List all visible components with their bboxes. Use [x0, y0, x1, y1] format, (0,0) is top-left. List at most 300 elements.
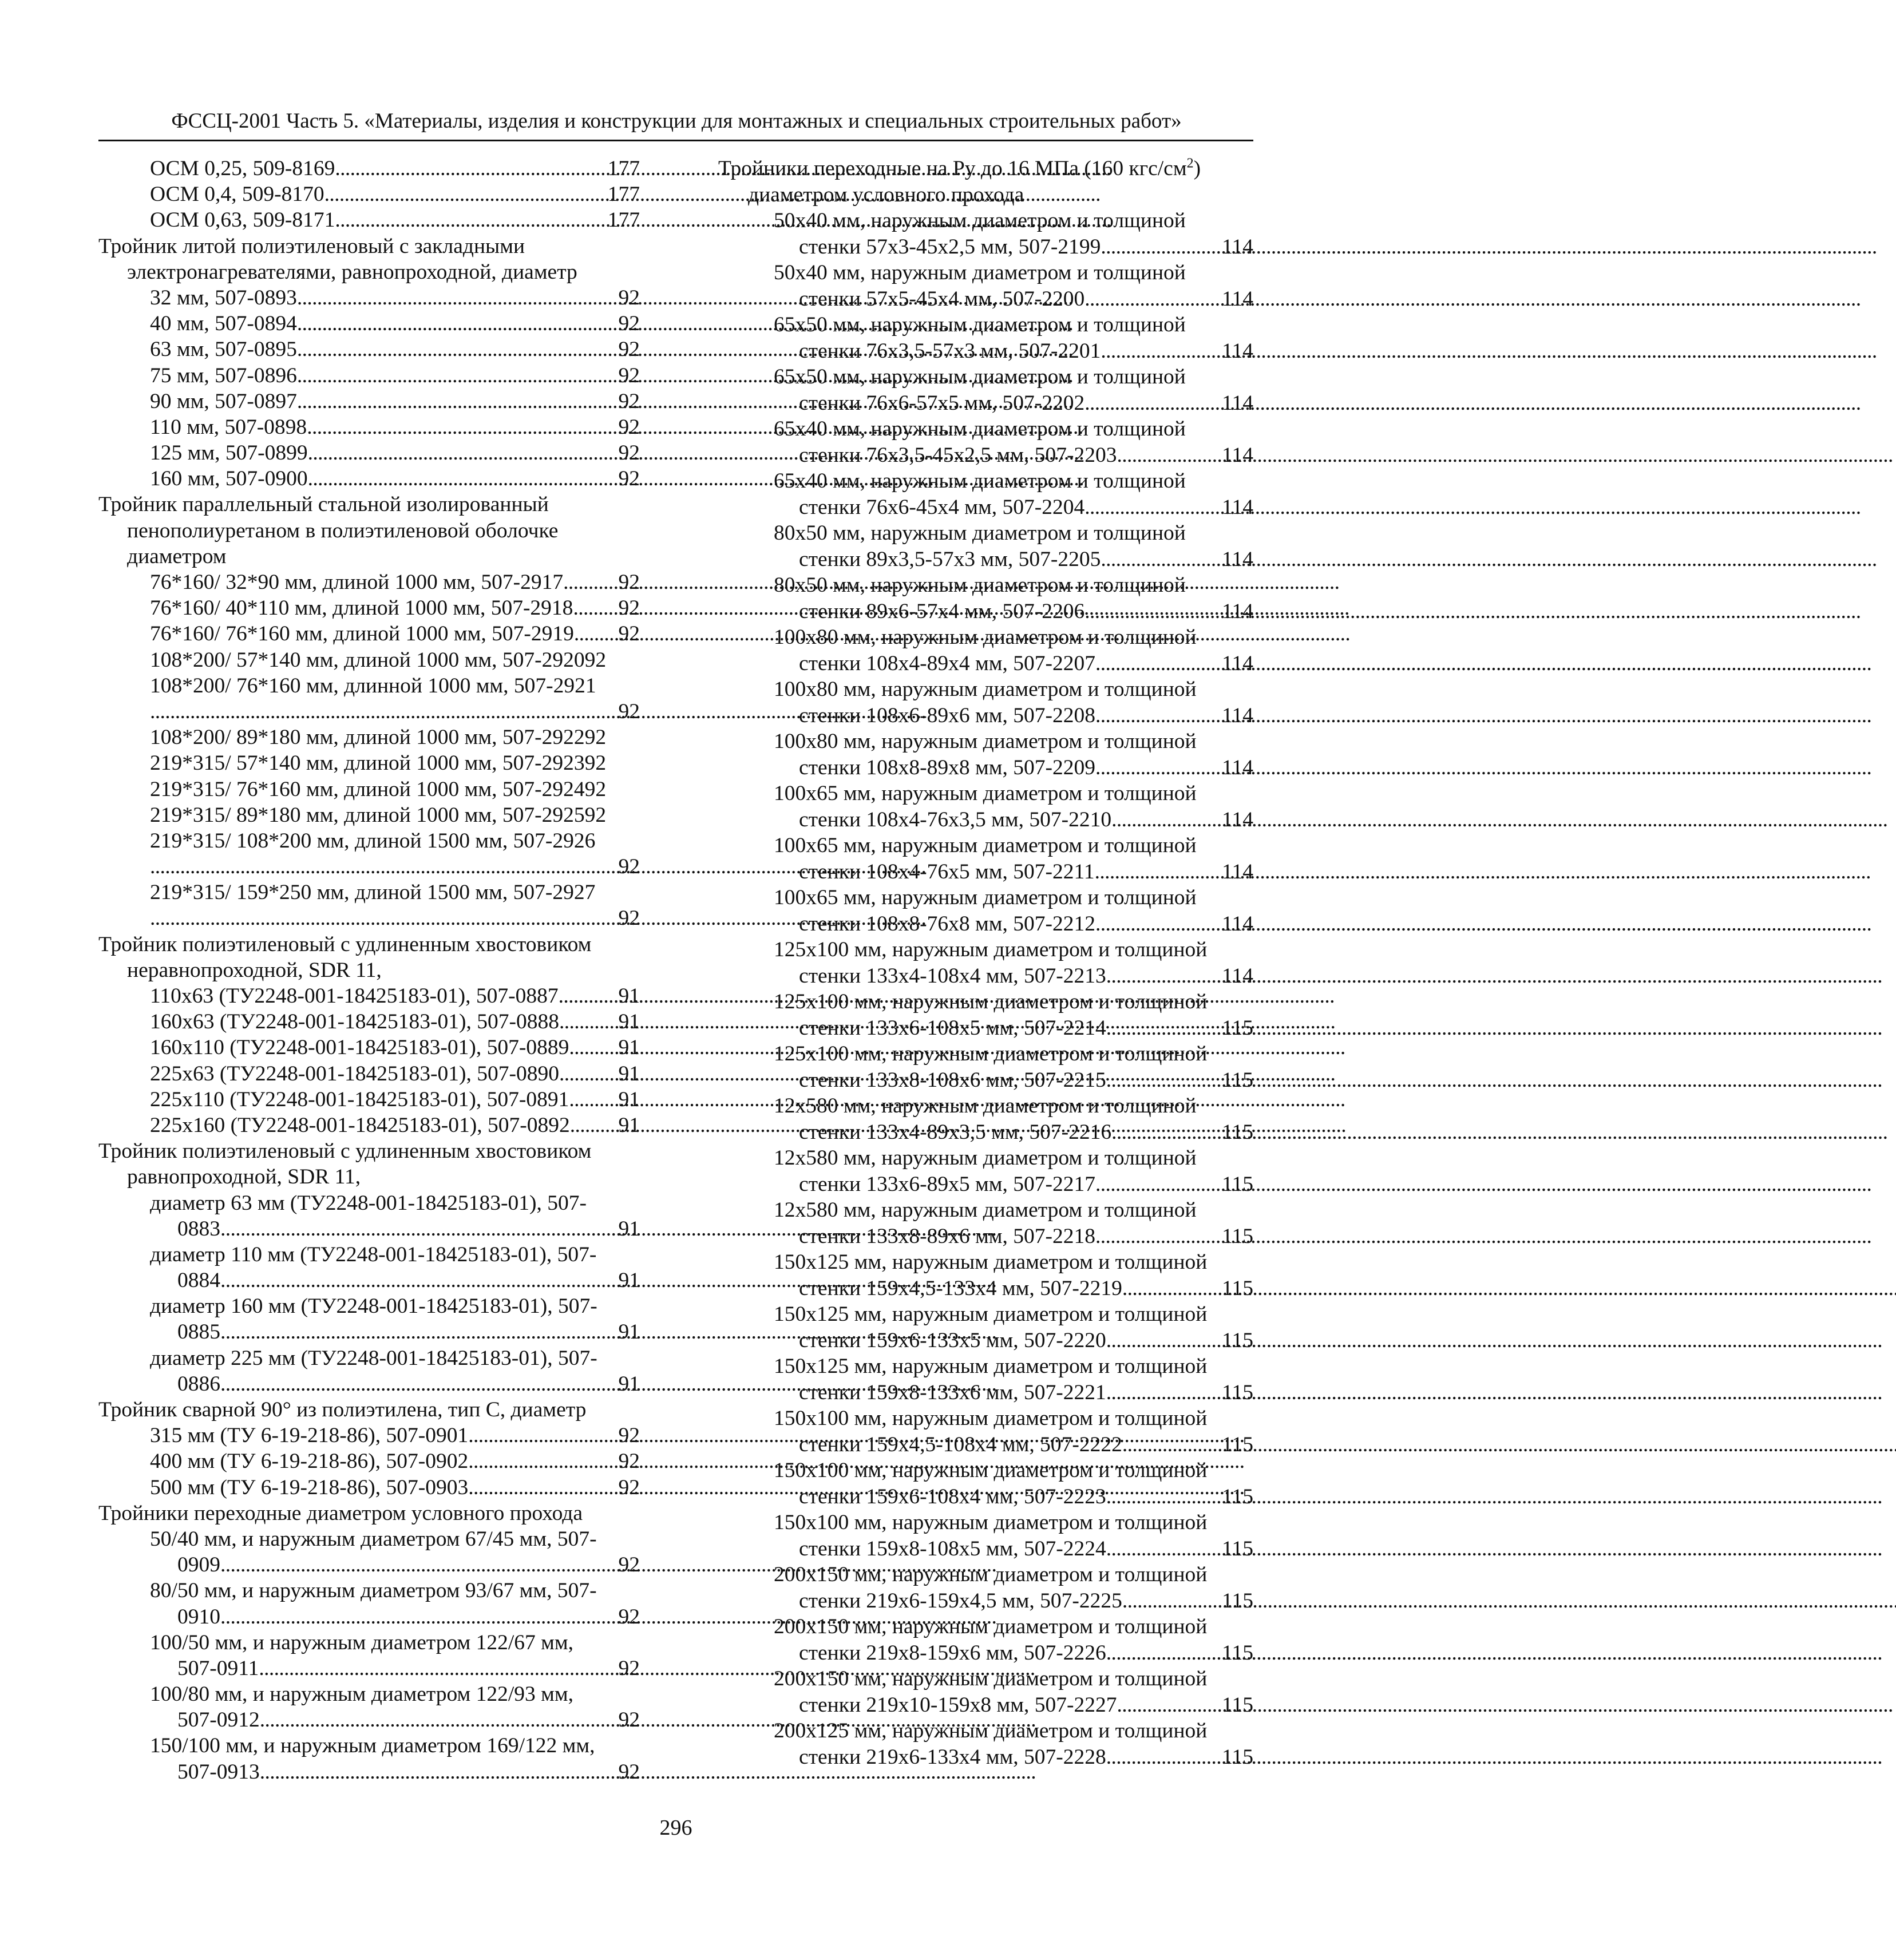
entry-text: стенки 108x4-76x5 мм, 507-2211 [799, 860, 1095, 884]
right-heading-superscript: 2 [1186, 156, 1194, 171]
entry-page-number: 92 [618, 1553, 640, 1577]
dot-leader [1095, 859, 1222, 885]
index-entry [98, 311, 640, 336]
entry-text: 63 мм, 507-0895 [150, 338, 297, 362]
entry-page-number: 92 [618, 1424, 640, 1448]
entry-page-number: 114 [1222, 860, 1253, 884]
entry-text: стенки 219x6-159x4,5 мм, 507-2225 [799, 1589, 1122, 1613]
index-entry: 219*315/ 89*180 мм, длиной 1000 мм, 507-292592 [150, 803, 607, 827]
entry-page-number: 92 [618, 467, 640, 491]
entry-page-number: 114 [1222, 339, 1253, 363]
entry-page-number: 115 [1222, 1016, 1253, 1040]
dot-leader [1106, 1380, 1222, 1406]
dot-leader [307, 414, 618, 440]
index-entry: диаметр 225 мм (ТУ2248-001-18425183-01), 507- [150, 1346, 597, 1370]
index-entry: 100/50 мм, и наружным диаметром 122/67 мм, [150, 1630, 573, 1654]
index-entry [98, 1707, 640, 1733]
entry-text: стенки 133x8-108x6 мм, 507-2215 [799, 1068, 1106, 1092]
index-entry: диаметр 160 мм (ТУ2248-001-18425183-01), 507- [150, 1294, 597, 1318]
dot-leader [260, 1707, 619, 1733]
dot-leader [150, 699, 619, 724]
dot-leader [1084, 390, 1222, 417]
dot-leader [559, 1009, 618, 1035]
tee-wall-line [718, 1276, 1253, 1302]
tee-wall-line [718, 1432, 1253, 1458]
dot-leader [1095, 755, 1222, 781]
tee-size-line: 100x80 мм, наружным диаметром и толщиной [774, 625, 1197, 649]
entry-text: стенки 76x6-57x5 мм, 507-2202 [799, 391, 1085, 415]
index-entry [98, 1268, 640, 1293]
index-entry [98, 156, 640, 181]
entry-text: 110 мм, 507-0898 [150, 415, 307, 439]
entry-page-number: 91 [618, 1087, 640, 1111]
entry-text: стенки 76x6-45x4 мм, 507-2204 [799, 495, 1085, 519]
dot-leader [569, 1087, 618, 1112]
index-entry: 100/80 мм, и наружным диаметром 122/93 мм, [150, 1682, 573, 1706]
tee-wall-line [718, 338, 1253, 365]
tee-size-line: 12x580 мм, наружным диаметром и толщиной [774, 1198, 1197, 1222]
entry-page-number: 92 [618, 441, 640, 465]
tee-wall-line [718, 1692, 1253, 1719]
dot-leader [297, 311, 619, 336]
index-entry [98, 1759, 640, 1785]
index-entry [98, 181, 640, 207]
entry-page-number: 92 [618, 699, 640, 723]
entry-text: 507-0912 [177, 1708, 260, 1732]
entry-page-number: 115 [1222, 1589, 1253, 1613]
entry-text: 225x110 (ТУ2248-001-18425183-01), 507-0891 [150, 1087, 569, 1111]
entry-page-number: 92 [618, 338, 640, 362]
index-entry [98, 905, 640, 931]
dot-leader [1106, 963, 1222, 989]
entry-page-number: 115 [1222, 1484, 1253, 1508]
tee-wall-line [718, 703, 1253, 729]
tee-size-line: 125x100 мм, наружным диаметром и толщиной [774, 1042, 1208, 1066]
index-entry [98, 1216, 640, 1242]
entry-page-number: 115 [1222, 1745, 1253, 1769]
entry-page-number: 115 [1222, 1276, 1253, 1300]
dot-leader [1111, 807, 1222, 833]
tee-size-line: 100x65 мм, наружным диаметром и толщиной [774, 834, 1197, 857]
entry-text: 160 мм, 507-0900 [150, 467, 308, 491]
entry-page-number: 177 [607, 208, 640, 232]
running-header: ФССЦ-2001 Часть 5. «Материалы, изделия и конструкции для монтажных и специальных строительных работ» [171, 109, 1182, 133]
tee-wall-line [718, 1328, 1253, 1354]
dot-leader [1122, 1432, 1222, 1458]
entry-text: 507-0911 [177, 1656, 259, 1680]
tee-size-line: 150x100 мм, наружным диаметром и толщиной [774, 1511, 1208, 1534]
index-entry: диаметром [127, 544, 227, 568]
tee-size-line: 200x150 мм, наружным диаметром и толщиной [774, 1615, 1208, 1638]
tee-wall-line [718, 1119, 1253, 1146]
tee-size-line: 200x150 мм, наружным диаметром и толщиной [774, 1667, 1208, 1690]
entry-page-number: 91 [618, 1320, 640, 1344]
entry-text: стенки 57x3-45x2,5 мм, 507-2199 [799, 235, 1101, 259]
dot-leader [559, 1061, 618, 1087]
entry-text: 76*160/ 32*90 мм, длиной 1000 мм, 507-2917 [150, 571, 564, 594]
dot-leader [574, 621, 619, 647]
entry-page-number: 114 [1222, 287, 1253, 311]
entry-text: 75 мм, 507-0896 [150, 363, 297, 387]
index-entry: 219*315/ 57*140 мм, длиной 1000 мм, 507-292392 [150, 751, 607, 775]
tee-wall-line [718, 1067, 1253, 1094]
dot-leader [569, 1035, 618, 1060]
entry-text: стенки 159x4,5-133x4 мм, 507-2219 [799, 1276, 1122, 1300]
tee-size-line: 125x100 мм, наружным диаметром и толщиной [774, 938, 1208, 961]
tee-size-line: 65x40 мм, наружным диаметром и толщиной [774, 417, 1186, 441]
entry-page-number: 91 [618, 1217, 640, 1241]
tee-wall-line [718, 390, 1253, 417]
dot-leader [1106, 1640, 1222, 1666]
entry-page-number: 92 [618, 415, 640, 439]
tee-size-line: 100x65 мм, наружным диаметром и толщиной [774, 782, 1197, 805]
entry-text: стенки 159x4,5-108x4 мм, 507-2222 [799, 1432, 1122, 1456]
entry-text: стенки 219x10-159x8 мм, 507-2227 [799, 1693, 1117, 1717]
entry-text: стенки 159x6-108x4 мм, 507-2223 [799, 1484, 1106, 1508]
entry-text: стенки 159x6-133x5 мм, 507-2220 [799, 1328, 1106, 1352]
entry-page-number: 92 [618, 1708, 640, 1732]
tee-wall-line [718, 911, 1253, 937]
entry-text: ОСМ 0,25, 509-8169 [150, 157, 335, 180]
entry-text: стенки 108x4-76x3,5 мм, 507-2210 [799, 807, 1112, 831]
dot-leader [1106, 1067, 1222, 1094]
tee-size-line: 200x125 мм, наружным диаметром и толщиной [774, 1719, 1208, 1743]
dot-leader [1106, 1015, 1222, 1042]
dot-leader [1084, 286, 1222, 312]
entry-page-number: 91 [618, 1010, 640, 1034]
dot-leader [297, 336, 619, 362]
tee-wall-line [718, 807, 1253, 833]
entry-text: стенки 76x3,5-57x3 мм, 507-2201 [799, 339, 1101, 363]
entry-text: 225x160 (ТУ2248-001-18425183-01), 507-0892 [150, 1113, 570, 1137]
entry-page-number: 115 [1222, 1224, 1253, 1248]
tee-wall-line [718, 547, 1253, 573]
index-entry [98, 466, 640, 492]
tee-wall-line [718, 494, 1253, 521]
tee-wall-line [718, 859, 1253, 885]
index-entry: 219*315/ 108*200 мм, длиной 1500 мм, 507-2926 [150, 829, 596, 853]
entry-text: 160x110 (ТУ2248-001-18425183-01), 507-0889 [150, 1036, 569, 1060]
entry-text: 76*160/ 76*160 мм, длиной 1000 мм, 507-2919 [150, 622, 574, 646]
tee-wall-line [718, 599, 1253, 625]
entry-text: 0885 [177, 1320, 220, 1344]
entry-text: 225x63 (ТУ2248-001-18425183-01), 507-0890 [150, 1062, 560, 1086]
entry-text: ОСМ 0,4, 509-8170 [150, 183, 324, 207]
dot-leader [1117, 442, 1222, 469]
entry-text: стенки 89x3,5-57x3 мм, 507-2205 [799, 547, 1101, 571]
index-entry [98, 569, 640, 595]
tee-size-line: 150x125 мм, наружным диаметром и толщиной [774, 1250, 1208, 1274]
index-entry: электронагревателями, равнопроходной, диаметр [127, 260, 577, 284]
dot-leader [1095, 911, 1222, 937]
entry-text: 507-0913 [177, 1760, 260, 1784]
entry-text: стенки 108x4-89x4 мм, 507-2207 [799, 651, 1095, 675]
entry-page-number: 92 [618, 1450, 640, 1474]
index-entry: равнопроходной, SDR 11, [127, 1165, 361, 1189]
index-column-left [98, 156, 640, 1785]
entry-page-number: 114 [1222, 495, 1253, 519]
dot-leader [468, 1475, 618, 1500]
entry-page-number: 115 [1222, 1641, 1253, 1665]
entry-page-number: 92 [618, 1605, 640, 1629]
index-entry: 219*315/ 159*250 мм, длиной 1500 мм, 507-2927 [150, 881, 596, 905]
index-entry [98, 440, 640, 466]
index-entry [98, 1656, 640, 1681]
entry-text: стенки 133x8-89x6 мм, 507-2218 [799, 1224, 1095, 1248]
tee-wall-line [718, 1223, 1253, 1250]
entry-text: 76*160/ 40*110 мм, длиной 1000 мм, 507-2918 [150, 596, 573, 620]
index-entry [98, 207, 640, 233]
dot-leader [559, 983, 619, 1009]
tee-size-line: 12x580 мм, наружным диаметром и толщиной [774, 1094, 1197, 1118]
index-entry [98, 621, 640, 647]
tee-wall-line [718, 1015, 1253, 1042]
tee-size-line: 100x80 мм, наружным диаметром и толщиной [774, 730, 1197, 753]
entry-page-number: 115 [1222, 1693, 1253, 1717]
index-entry: 108*200/ 57*140 мм, длиной 1000 мм, 507-292092 [150, 648, 607, 672]
entry-page-number: 114 [1222, 391, 1253, 415]
tee-size-line: 100x80 мм, наружным диаметром и толщиной [774, 678, 1197, 701]
dot-leader [150, 905, 619, 931]
entry-page-number: 92 [618, 622, 640, 646]
entry-page-number: 115 [1222, 1172, 1253, 1196]
dot-leader [335, 207, 607, 233]
entry-page-number: 177 [607, 183, 640, 207]
tee-wall-line [718, 442, 1253, 469]
index-entry [98, 595, 640, 621]
entry-text: 0910 [177, 1605, 220, 1629]
dot-leader [1101, 338, 1222, 365]
entry-page-number: 114 [1222, 912, 1253, 936]
entry-page-number: 114 [1222, 547, 1253, 571]
dot-leader [1101, 234, 1222, 260]
tee-size-line: 150x125 мм, наружным диаметром и толщиной [774, 1302, 1208, 1326]
dot-leader [220, 1268, 619, 1293]
dot-leader [1095, 1171, 1222, 1198]
header-rule [98, 140, 1253, 141]
entry-text: стенки 108x8-76x8 мм, 507-2212 [799, 912, 1095, 936]
entry-page-number: 114 [1222, 599, 1253, 623]
entry-page-number: 91 [618, 1113, 640, 1137]
index-entry [98, 1061, 640, 1087]
index-entry: Тройники переходные диаметром условного прохода [98, 1501, 583, 1525]
right-heading-line-1 [718, 156, 1253, 182]
index-entry [98, 854, 640, 880]
entry-text: стенки 76x3,5-45x2,5 мм, 507-2203 [799, 443, 1117, 467]
index-entry: диаметр 63 мм (ТУ2248-001-18425183-01), 507- [150, 1191, 587, 1215]
dot-leader [1122, 1276, 1222, 1302]
entry-text: стенки 219x8-159x6 мм, 507-2226 [799, 1641, 1106, 1665]
entry-page-number: 114 [1222, 443, 1253, 467]
dot-leader [1095, 651, 1222, 677]
dot-leader [150, 854, 619, 880]
index-entry [98, 1112, 640, 1138]
tee-size-line: 150x100 мм, наружным диаметром и толщиной [774, 1459, 1208, 1482]
entry-text: стенки 133x4-108x4 мм, 507-2213 [799, 964, 1106, 988]
tee-size-line: 12x580 мм, наружным диаметром и толщиной [774, 1146, 1197, 1170]
dot-leader [1106, 1536, 1222, 1562]
entry-page-number: 91 [618, 984, 640, 1008]
entry-text: стенки 133x4-89x3,5 мм, 507-2216 [799, 1120, 1112, 1144]
tee-size-line: 65x50 мм, наружным диаметром и толщиной [774, 365, 1186, 389]
index-entry: 80/50 мм, и наружным диаметром 93/67 мм, 507- [150, 1579, 597, 1603]
index-entry [98, 1035, 640, 1060]
index-entry [98, 389, 640, 414]
entry-page-number: 114 [1222, 235, 1253, 259]
index-entry: пенополиуретаном в полиэтиленовой оболочке [127, 518, 559, 543]
entry-text: стенки 159x8-108x5 мм, 507-2224 [799, 1537, 1106, 1561]
dot-leader [324, 181, 608, 207]
entry-page-number: 177 [607, 157, 640, 180]
index-entry: Тройник полиэтиленовый с удлиненным хвостовиком [98, 1139, 592, 1163]
index-entry [98, 699, 640, 724]
tee-wall-line [718, 1536, 1253, 1562]
dot-leader [220, 1552, 619, 1578]
entry-page-number: 92 [618, 363, 640, 387]
tee-wall-line [718, 651, 1253, 677]
tee-wall-line [718, 1484, 1253, 1510]
index-entry [98, 1604, 640, 1630]
dot-leader [220, 1216, 619, 1242]
entry-page-number: 92 [618, 596, 640, 620]
tee-size-line: 50x40 мм, наружным диаметром и толщиной [774, 261, 1186, 284]
entry-text: 125 мм, 507-0899 [150, 441, 308, 465]
tee-size-line: 50x40 мм, наружным диаметром и толщиной [774, 209, 1186, 232]
tee-wall-line [718, 234, 1253, 260]
tee-size-line: 80x50 мм, наружным диаметром и толщиной [774, 573, 1186, 597]
entry-page-number: 91 [618, 1372, 640, 1396]
entry-text: стенки 219x6-133x4 мм, 507-2228 [799, 1745, 1106, 1769]
entry-page-number: 114 [1222, 964, 1253, 988]
index-entry [98, 1087, 640, 1112]
dot-leader [1117, 1692, 1222, 1719]
entry-page-number: 92 [618, 1760, 640, 1784]
index-entry [98, 363, 640, 389]
entry-page-number: 92 [618, 286, 640, 310]
entry-text: стенки 133x6-108x5 мм, 507-2214 [799, 1016, 1106, 1040]
tee-size-line: 100x65 мм, наружным диаметром и толщиной [774, 886, 1197, 909]
tee-wall-line [718, 1744, 1253, 1771]
entry-page-number: 115 [1222, 1120, 1253, 1144]
dot-leader [297, 389, 619, 414]
dot-leader [1095, 1223, 1222, 1250]
index-entry: 150/100 мм, и наружным диаметром 169/122 мм, [150, 1734, 595, 1758]
entry-page-number: 92 [618, 571, 640, 594]
dot-leader [1111, 1119, 1222, 1146]
tee-size-line: 200x150 мм, наружным диаметром и толщиной [774, 1563, 1208, 1586]
dot-leader [573, 595, 618, 621]
entry-text: 160x63 (ТУ2248-001-18425183-01), 507-0888 [150, 1010, 560, 1034]
index-entry [98, 1371, 640, 1397]
tee-size-line: 65x40 мм, наружным диаметром и толщиной [774, 469, 1186, 493]
tee-wall-line [718, 1640, 1253, 1666]
entry-page-number: 92 [618, 1656, 640, 1680]
entry-page-number: 92 [618, 906, 640, 930]
index-entry [98, 1475, 640, 1500]
entry-text: стенки 133x6-89x5 мм, 507-2217 [799, 1172, 1095, 1196]
tee-size-line: 80x50 мм, наружным диаметром и толщиной [774, 521, 1186, 545]
index-entry [98, 1319, 640, 1345]
entry-text: стенки 89x6-57x4 мм, 507-2206 [799, 599, 1085, 623]
entry-page-number: 115 [1222, 1537, 1253, 1561]
entry-text: 400 мм (ТУ 6-19-218-86), 507-0902 [150, 1450, 469, 1474]
entry-page-number: 114 [1222, 651, 1253, 675]
dot-leader [297, 285, 619, 311]
dot-leader [308, 440, 619, 466]
index-entry: диаметр 110 мм (ТУ2248-001-18425183-01), 507- [150, 1242, 597, 1266]
dot-leader [1084, 494, 1222, 521]
entry-text: 315 мм (ТУ 6-19-218-86), 507-0901 [150, 1424, 469, 1448]
entry-text: 32 мм, 507-0893 [150, 286, 297, 310]
entry-text: 0884 [177, 1269, 220, 1293]
index-entry [98, 1448, 640, 1474]
tee-size-line: 65x50 мм, наружным диаметром и толщиной [774, 313, 1186, 336]
dot-leader [260, 1759, 619, 1785]
index-column-right [718, 156, 1253, 1770]
dot-leader [1084, 599, 1222, 625]
index-entry: Тройник литой полиэтиленовый с закладными [98, 234, 525, 258]
entry-text: 0883 [177, 1217, 220, 1241]
index-entry: неравнопроходной, SDR 11, [127, 958, 382, 982]
entry-text: 110x63 (ТУ2248-001-18425183-01), 507-0887 [150, 984, 559, 1008]
tee-size-line: 125x100 мм, наружным диаметром и толщиной [774, 990, 1208, 1013]
dot-leader [468, 1448, 618, 1474]
dot-leader [220, 1371, 619, 1397]
entry-text: стенки 57x5-45x4 мм, 507-2200 [799, 287, 1085, 311]
dot-leader [1101, 547, 1222, 573]
index-entry: Тройник параллельный стальной изолированный [98, 493, 549, 517]
right-heading-text: Тройники переходные на Ру до 16 МПа (160 кгс/см [718, 157, 1187, 180]
dot-leader [308, 466, 619, 492]
dot-leader [1106, 1484, 1222, 1510]
dot-leader [1122, 1588, 1222, 1614]
index-entry: 50/40 мм, и наружным диаметром 67/45 мм, 507- [150, 1527, 597, 1551]
index-entry: 108*200/ 76*160 мм, длинной 1000 мм, 507-2921 [150, 674, 596, 698]
tee-wall-line [718, 1380, 1253, 1406]
dot-leader [563, 569, 618, 595]
tee-wall-line [718, 1588, 1253, 1614]
dot-leader [468, 1423, 618, 1448]
entry-page-number: 92 [618, 1475, 640, 1499]
entry-text: ОСМ 0,63, 509-8171 [150, 208, 335, 232]
entry-text: стенки 108x6-89x6 мм, 507-2208 [799, 703, 1095, 727]
entry-text: 0886 [177, 1372, 220, 1396]
entry-text: 0909 [177, 1553, 220, 1577]
dot-leader [570, 1112, 619, 1138]
index-entry: 108*200/ 89*180 мм, длиной 1000 мм, 507-292292 [150, 726, 607, 750]
index-entry: Тройник сварной 90° из полиэтилена, тип С, диаметр [98, 1398, 587, 1422]
right-heading-line-2: диаметром условного прохода [748, 183, 1024, 207]
dot-leader [297, 363, 619, 389]
dot-leader [220, 1319, 619, 1345]
entry-text: 500 мм (ТУ 6-19-218-86), 507-0903 [150, 1475, 469, 1499]
entry-page-number: 92 [618, 312, 640, 336]
tee-size-line: 150x100 мм, наружным диаметром и толщиной [774, 1407, 1208, 1430]
entry-page-number: 115 [1222, 1432, 1253, 1456]
page-number: 296 [659, 1816, 692, 1840]
index-entry [98, 336, 640, 362]
index-entry [98, 1009, 640, 1035]
entry-text: стенки 159x8-133x6 мм, 507-2221 [799, 1380, 1106, 1404]
tee-wall-line [718, 1171, 1253, 1198]
dot-leader [220, 1604, 619, 1630]
index-entry [98, 285, 640, 311]
entry-page-number: 114 [1222, 755, 1253, 779]
entry-page-number: 91 [618, 1062, 640, 1086]
entry-page-number: 114 [1222, 703, 1253, 727]
entry-page-number: 115 [1222, 1380, 1253, 1404]
tee-wall-line [718, 755, 1253, 781]
